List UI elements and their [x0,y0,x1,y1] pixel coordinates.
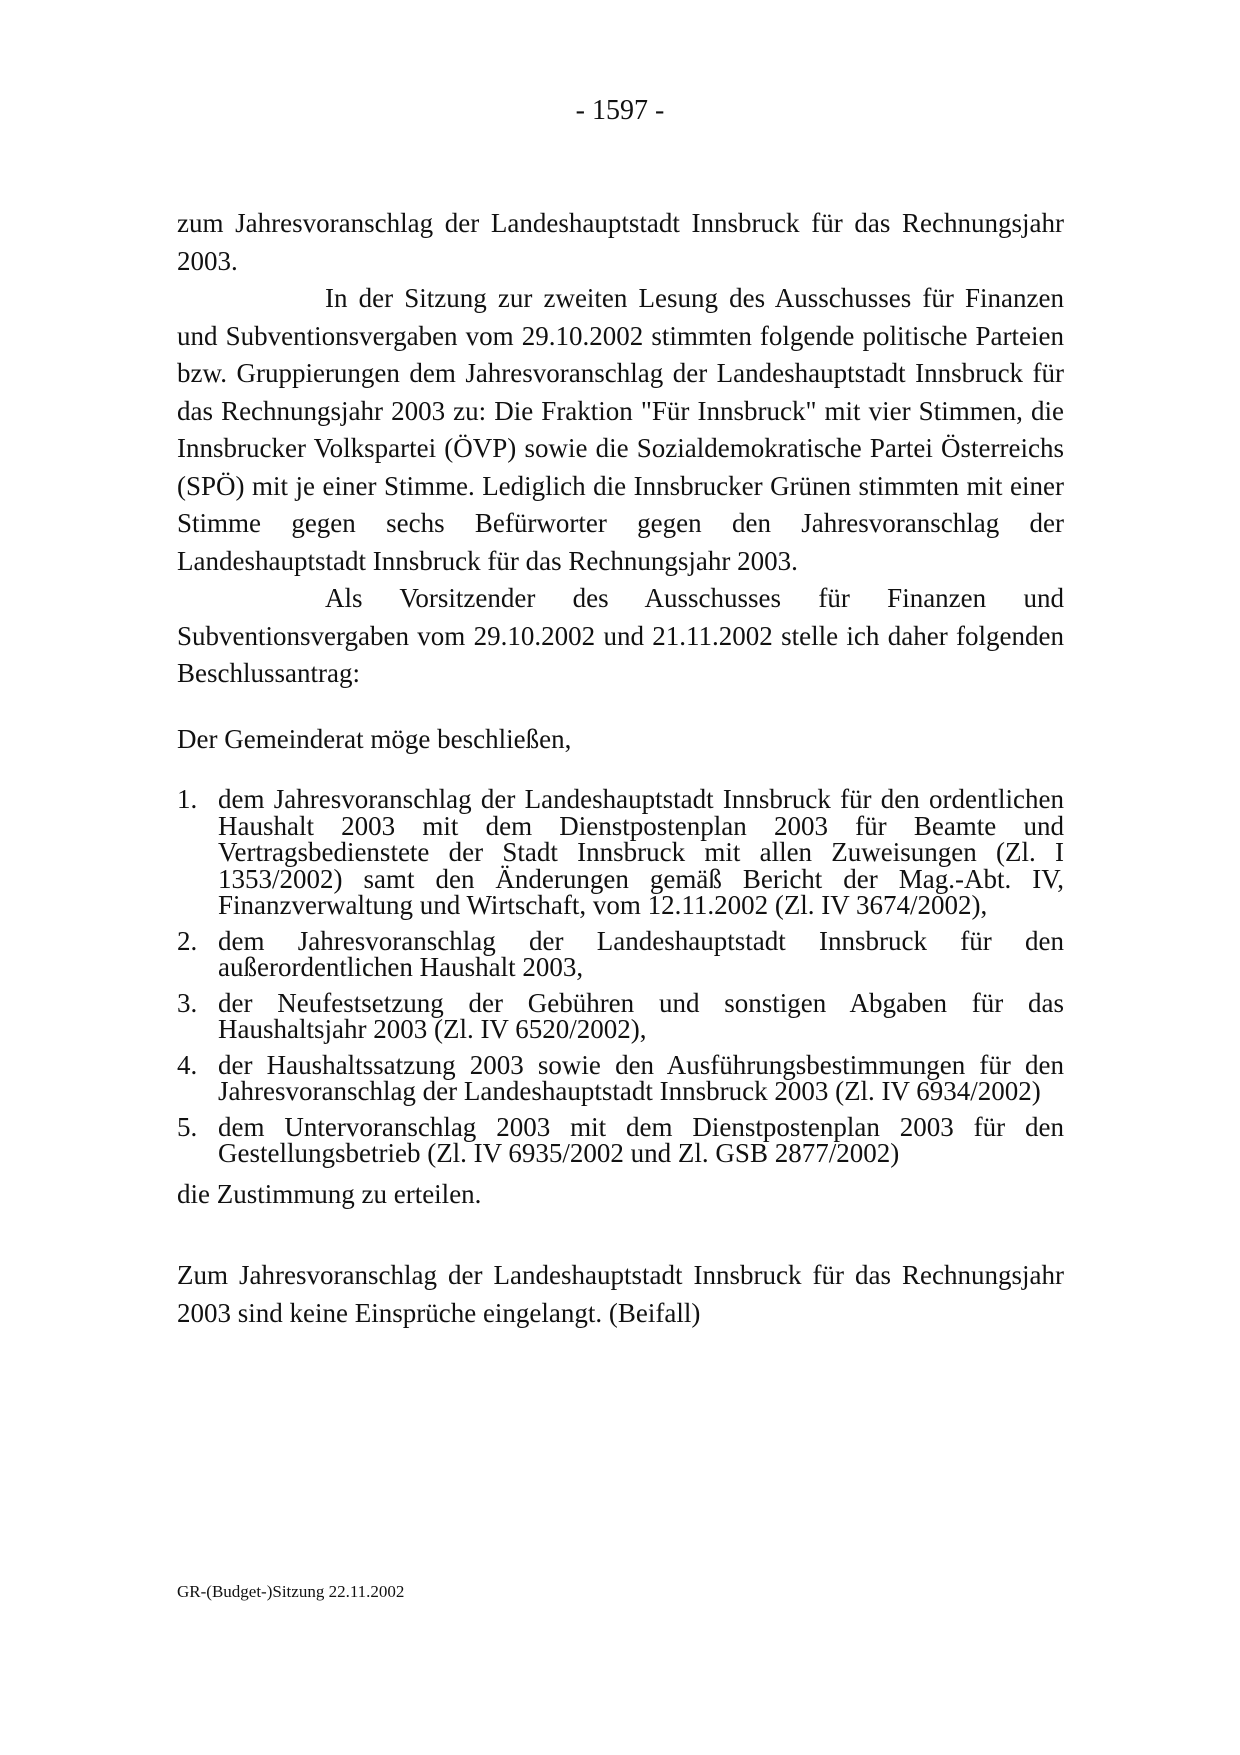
spacer [177,758,1064,786]
motion-item [177,786,1064,919]
page-number: - 1597 - [575,95,665,126]
paragraph-conclusion: Zum Jahresvoranschlag der Landeshauptstadt Innsbruck für das Rechnungsjahr 2003 sind keine Einsprüche eingelangt. (Beifall) [177,1260,1064,1328]
motion-item [177,925,1064,982]
paragraph-committee-vote: In der Sitzung zur zweiten Lesung des Ausschusses für Finanzen und Subventionsvergaben vom 29.10.2002 stimmten folgende politische Parteien bzw. Gruppierungen dem Jahresvoranschlag der Landeshauptstadt Innsbruck für das Rechnungsjahr 2003 zu: Die Fraktion "Für Innsbruck" mit vier Stimmen, die Innsbrucker Volkspartei (ÖVP) sowie die Sozialdemokratische Partei Österreichs (SPÖ) mit je einer Stimme. Lediglich die Innsbrucker Grünen stimmten mit einer Stimme gegen sechs Befürworter gegen den Jahresvoranschlag der Landeshauptstadt Innsbruck für das Rechnungsjahr 2003. [177,283,1064,576]
motion-item-number: 3. [177,987,198,1018]
document-body [177,205,1064,1332]
spacer [177,693,1064,721]
paragraph-motion-statement: Als Vorsitzender des Ausschusses für Finanzen und Subventionsvergaben vom 29.10.2002 und 21.11.2002 stelle ich daher folgenden Beschlussantrag: [177,583,1064,688]
motion-item [177,1049,1064,1106]
motion-closing: die Zustimmung zu erteilen. [177,1178,482,1209]
spacer [177,1213,1064,1257]
motion-item-text: der Neufestsetzung der Gebühren und sonstigen Abgaben für das Haushaltsjahr 2003 (Zl. IV 6520/2002), [218,987,1064,1044]
motion-item [177,987,1064,1044]
motion-item-number: 5. [177,1111,198,1142]
motion-item [177,1111,1064,1168]
motion-intro: Der Gemeinderat möge beschließen, [177,723,572,754]
motion-item-number: 1. [177,784,198,814]
motion-item-text: dem Untervoranschlag 2003 mit dem Dienstpostenplan 2003 für den Gestellungsbetrieb (Zl. IV 6935/2002 und Zl. GSB 2877/2002) [218,1111,1064,1168]
motion-list [177,786,1064,1167]
motion-item-text: dem Jahresvoranschlag der Landeshauptstadt Innsbruck für den ordentlichen Haushalt 2003 mit dem Dienstpostenplan 2003 für Beamte und Vertragsbedienstete der Stadt Innsbruck mit allen Zuweisungen (Zl. I 1353/2002) samt den Änderungen gemäß Bericht der Mag.-Abt. IV, Finanzverwaltung und Wirtschaft, vom 12.11.2002 (Zl. IV 3674/2002), [218,784,1064,920]
motion-item-number: 4. [177,1049,198,1080]
motion-item-text: der Haushaltssatzung 2003 sowie den Ausführungsbestimmungen für den Jahresvoranschlag der Landeshauptstadt Innsbruck 2003 (Zl. IV 6934/2002) [218,1049,1064,1106]
motion-item-text: dem Jahresvoranschlag der Landeshauptstadt Innsbruck für den außerordentlichen Haushalt 2003, [218,925,1064,982]
motion-item-number: 2. [177,925,198,956]
paragraph-intro: zum Jahresvoranschlag der Landeshauptstadt Innsbruck für das Rechnungsjahr 2003. [177,208,1064,276]
page-footer: GR-(Budget-)Sitzung 22.11.2002 [177,1582,405,1601]
